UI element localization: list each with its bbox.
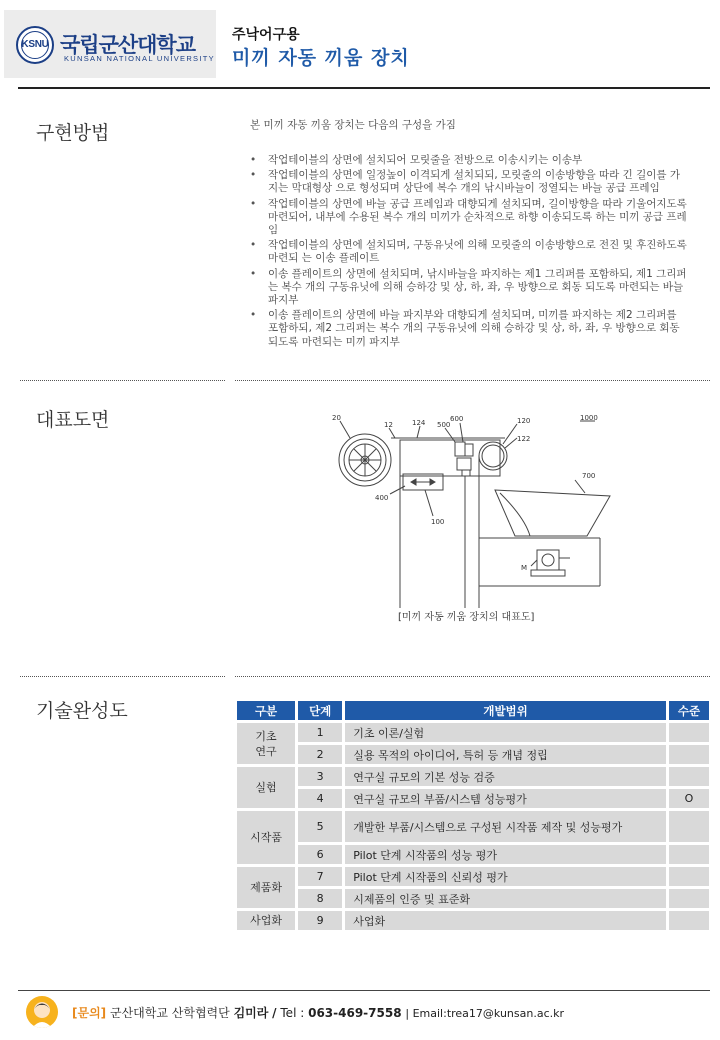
header-step: 단계: [298, 701, 342, 720]
university-name-en: KUNSAN NATIONAL UNIVERSITY: [64, 54, 215, 63]
scope-cell: Pilot 단계 시작품의 성능 평가: [345, 845, 666, 864]
scope-cell: 연구실 규모의 부품/시스템 성능평가: [345, 789, 666, 808]
callout-120: 120: [517, 417, 531, 425]
level-cell: [669, 845, 709, 864]
representative-drawing: [325, 408, 625, 608]
category-cell: 시작품: [237, 811, 295, 864]
scope-cell: 사업화: [345, 911, 666, 930]
step-cell: 9: [298, 911, 342, 930]
university-name-kr: 국립군산대학교: [60, 33, 196, 57]
table-row: [237, 723, 709, 742]
table-row: [237, 789, 709, 808]
scope-cell: 연구실 규모의 기본 성능 검증: [345, 767, 666, 786]
level-cell: [669, 911, 709, 930]
callout-1000: 1000: [580, 414, 598, 422]
scope-cell: 시제품의 인증 및 표준화: [345, 889, 666, 908]
callout-20: 20: [332, 414, 341, 422]
level-cell: [669, 867, 709, 886]
footer-divider: [18, 990, 710, 991]
method-item: • 작업테이블의 상면에 바늘 공급 프레임과 대향되게 설치되며, 길이방향을 따라 기울어지도록 마련되어, 내부에 수용된 복수 개의 미끼가 순차적으로 하향 이송되도록 하는 미끼 공급 프레임: [250, 198, 690, 238]
scope-cell: 개발한 부품/시스템으로 구성된 시작품 제작 및 성능평가: [345, 811, 666, 842]
maturity-table: [234, 698, 712, 933]
inquiry-label: [문의]: [72, 1006, 107, 1020]
table-row: [237, 745, 709, 764]
contact-org: 군산대학교 산학협력단: [109, 1006, 230, 1020]
step-cell: 6: [298, 845, 342, 864]
callout-400: 400: [375, 494, 389, 502]
scope-cell: 기초 이론/실험: [345, 723, 666, 742]
table-header-row: [237, 701, 709, 720]
method-item: • 이송 플레이트의 상면에 바늘 파지부와 대향되게 설치되며, 미끼를 파지하는 제2 그리퍼를 포함하되, 제2 그리퍼는 복수 개의 구동유닛에 의해 승하강 및 상, 하, 좌, 우 방향으로 회동 되도록 마련되는 미끼 파지부: [250, 309, 690, 349]
method-item: • 작업테이블의 상면에 설치되며, 구동유닛에 의해 모릿줄의 이송방향으로 전진 및 후진하도록 마련되 는 이송 플레이트: [250, 239, 690, 265]
logo-abbr: KSNU: [21, 39, 49, 50]
method-intro: 본 미끼 자동 끼움 장치는 다음의 구성을 가짐: [250, 119, 456, 131]
section-divider: [235, 676, 710, 677]
level-cell: [669, 723, 709, 742]
university-logo: [4, 10, 216, 78]
contact-person-icon: [26, 996, 58, 1028]
level-cell: [669, 889, 709, 908]
contact-name: 김미라: [233, 1006, 269, 1020]
drawing-caption: [미끼 자동 끼움 장치의 대표도]: [398, 612, 535, 623]
header-scope: 개발범위: [345, 701, 666, 720]
callout-124: 124: [412, 419, 426, 427]
section-label-maturity: 기술완성도: [36, 700, 128, 722]
table-row: [237, 811, 709, 842]
method-item: • 이송 플레이트의 상면에 설치되며, 낚시바늘을 파지하는 제1 그리퍼를 포함하되, 제1 그리퍼는 복수 개의 구동유닛에 의해 승하강 및 상, 하, 좌, 우 방향으로 회동 되도록 마련되는 바늘 파지부: [250, 268, 690, 308]
table-row: [237, 889, 709, 908]
callout-122: 122: [517, 435, 531, 443]
section-label-method: 구현방법: [36, 122, 110, 144]
category-cell: 사업화: [237, 911, 295, 930]
method-list: [250, 154, 690, 351]
table-row: [237, 845, 709, 864]
step-cell: 4: [298, 789, 342, 808]
callout-600: 600: [450, 415, 464, 423]
callout-700: 700: [582, 472, 596, 480]
category-cell: 실험: [237, 767, 295, 808]
method-item: • 작업테이블의 상면에 일정높이 이격되게 설치되되, 모릿줄의 이송방향을 따라 긴 길이를 가지는 막대형상 으로 형성되며 상단에 복수 개의 낚시바늘이 정열되는 바늘 공급 프레임: [250, 169, 690, 195]
category-cell: 제품화: [237, 867, 295, 908]
callout-12: 12: [384, 421, 393, 429]
header-category: 구분: [237, 701, 295, 720]
page-subtitle: 주낙어구용: [232, 27, 300, 43]
page-title: 미끼 자동 끼움 장치: [232, 47, 410, 69]
table-row: [237, 911, 709, 930]
callout-m: M: [521, 564, 528, 572]
table-row: [237, 767, 709, 786]
section-divider: [235, 380, 710, 381]
step-cell: 8: [298, 889, 342, 908]
contact-slash: /: [272, 1006, 277, 1020]
level-cell: O: [669, 789, 709, 808]
step-cell: 5: [298, 811, 342, 842]
step-cell: 2: [298, 745, 342, 764]
callout-500: 500: [437, 421, 451, 429]
section-divider: [20, 380, 225, 381]
level-cell: [669, 811, 709, 842]
scope-cell: Pilot 단계 시작품의 신뢰성 평가: [345, 867, 666, 886]
section-label-drawing: 대표도면: [36, 409, 110, 431]
contact-email[interactable]: | Email:trea17@kunsan.ac.kr: [405, 1007, 565, 1020]
contact-tel: 063-469-7558: [308, 1006, 402, 1020]
step-cell: 3: [298, 767, 342, 786]
contact-info: [72, 1004, 564, 1021]
header-divider: [18, 87, 710, 89]
header-level: 수준: [669, 701, 709, 720]
section-divider: [20, 676, 225, 677]
university-seal-icon: [16, 26, 54, 64]
level-cell: [669, 745, 709, 764]
category-cell: 기초 연구: [237, 723, 295, 764]
step-cell: 7: [298, 867, 342, 886]
step-cell: 1: [298, 723, 342, 742]
level-cell: [669, 767, 709, 786]
scope-cell: 실용 목적의 아이디어, 특허 등 개념 정립: [345, 745, 666, 764]
tel-label: Tel :: [280, 1006, 305, 1020]
table-row: [237, 867, 709, 886]
method-item: • 작업테이블의 상면에 설치되어 모릿줄을 전방으로 이송시키는 이송부: [250, 154, 690, 167]
callout-100: 100: [431, 518, 445, 526]
